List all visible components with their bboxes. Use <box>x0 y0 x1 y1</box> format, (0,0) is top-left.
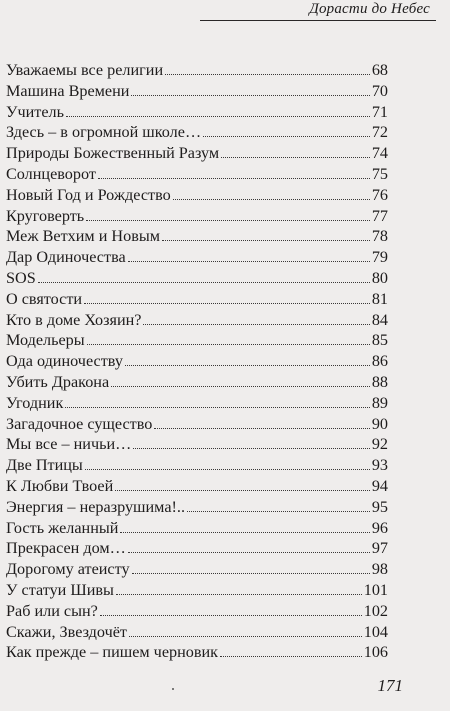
dot-leader <box>133 448 369 449</box>
dot-leader <box>162 240 370 241</box>
toc-entry-page: 95 <box>371 497 388 516</box>
toc-entry-page: 80 <box>371 268 388 287</box>
toc-entry-page: 68 <box>371 61 388 79</box>
toc-entry-title: Прекрасен дом… <box>6 539 126 558</box>
dot-leader <box>84 303 370 304</box>
toc-entry-page: 88 <box>371 372 388 391</box>
toc-entry-title: У статуи Шивы <box>6 580 114 599</box>
toc-entry-title: Раб или сын? <box>6 601 98 620</box>
toc-entry-title: Дар Одиночества <box>6 248 126 267</box>
toc-entry <box>6 580 388 601</box>
toc-entry-page: 94 <box>371 476 388 495</box>
toc-entry <box>6 164 388 185</box>
dot-leader <box>38 282 370 283</box>
toc-entry <box>6 122 388 143</box>
toc-entry-title: Мы все – ничьи… <box>6 435 132 454</box>
dot-leader <box>128 552 370 553</box>
toc-entry <box>6 268 388 289</box>
toc-entry <box>6 226 388 247</box>
toc-entry <box>6 185 388 206</box>
toc-entry-page: 98 <box>371 560 388 579</box>
toc-entry <box>6 559 388 580</box>
toc-entry-title: О святости <box>6 289 83 308</box>
toc-entry-page: 92 <box>371 435 388 454</box>
toc-entry <box>6 622 388 643</box>
toc-entry-page: 70 <box>371 81 388 100</box>
toc-entry-title: Энергия – неразрушима!.. <box>6 497 185 516</box>
toc-entry-title: Новый Год и Рождество <box>6 185 171 204</box>
dot-leader <box>120 532 369 533</box>
toc-entry <box>6 434 388 455</box>
print-speck <box>172 688 174 690</box>
toc-entry <box>6 206 388 227</box>
dot-leader <box>173 199 370 200</box>
dot-leader <box>132 573 370 574</box>
toc-entry-title: Загадочное существо <box>6 414 153 433</box>
dot-leader <box>111 386 370 387</box>
toc-entry-title: Машина Времени <box>6 81 130 100</box>
toc-entry-page: 76 <box>371 185 388 204</box>
dot-leader <box>125 365 370 366</box>
toc-entry <box>6 414 388 435</box>
toc-entry <box>6 310 388 331</box>
dot-leader <box>221 157 370 158</box>
toc-entry-page: 104 <box>363 622 388 641</box>
toc-entry-title: Две Птицы <box>6 456 83 475</box>
toc-entry <box>6 102 388 123</box>
dot-leader <box>143 324 369 325</box>
toc-entry-page: 77 <box>371 206 388 225</box>
toc-entry-page: 93 <box>371 456 388 475</box>
toc-entry-title: Как прежде – пишем черновик <box>6 643 219 662</box>
toc-entry-title: Гость желанный <box>6 518 119 537</box>
toc-entry <box>6 393 388 414</box>
toc-entry-page: 72 <box>371 123 388 142</box>
dot-leader <box>115 490 370 491</box>
toc-entry-page: 79 <box>371 248 388 267</box>
toc-entry <box>6 81 388 102</box>
table-of-contents <box>6 60 388 663</box>
toc-entry <box>6 247 388 268</box>
toc-entry-page: 84 <box>371 310 388 329</box>
page-number: 171 <box>377 676 403 695</box>
dot-leader <box>128 261 370 262</box>
dot-leader <box>131 95 369 96</box>
toc-entry <box>6 143 388 164</box>
dot-leader <box>165 74 370 75</box>
dot-leader <box>86 220 370 221</box>
dot-leader <box>100 615 362 616</box>
toc-entry-title: Скажи, Звездочёт <box>6 622 127 641</box>
toc-entry-page: 97 <box>371 539 388 558</box>
toc-entry-title: Природы Божественный Разум <box>6 144 220 163</box>
toc-entry-title: SOS <box>6 268 36 287</box>
toc-entry-page: 71 <box>371 102 388 121</box>
running-header <box>200 0 436 21</box>
toc-entry-title: Модельеры <box>6 331 85 350</box>
toc-entry-title: Дорогому атеисту <box>6 560 130 579</box>
toc-entry-title: Меж Ветхим и Новым <box>6 227 160 246</box>
toc-entry <box>6 351 388 372</box>
dot-leader <box>66 116 370 117</box>
toc-entry-page: 102 <box>363 601 388 620</box>
dot-leader <box>129 636 362 637</box>
dot-leader <box>154 428 369 429</box>
toc-entry <box>6 289 388 310</box>
toc-entry-title: Здесь – в огромной школе… <box>6 123 202 142</box>
toc-entry <box>6 601 388 622</box>
toc-entry-title: Уважаемы все религии <box>6 61 164 79</box>
toc-entry-title: Круговерть <box>6 206 85 225</box>
toc-entry-title: Солнцеворот <box>6 164 96 183</box>
toc-entry-title: Убить Дракона <box>6 372 110 391</box>
toc-entry-title: Учитель <box>6 102 64 121</box>
dot-leader <box>85 469 370 470</box>
dot-leader <box>87 344 370 345</box>
toc-entry-page: 101 <box>363 580 388 599</box>
dot-leader <box>187 511 370 512</box>
toc-entry <box>6 538 388 559</box>
toc-entry-page: 85 <box>371 331 388 350</box>
dot-leader <box>65 407 369 408</box>
toc-entry <box>6 455 388 476</box>
dot-leader <box>203 136 370 137</box>
toc-entry-page: 89 <box>371 393 388 412</box>
toc-entry-page: 106 <box>363 643 388 662</box>
toc-entry <box>6 330 388 351</box>
toc-entry-page: 86 <box>371 352 388 371</box>
dot-leader <box>220 656 362 657</box>
toc-entry-page: 81 <box>371 289 388 308</box>
toc-entry-title: К Любви Твоей <box>6 476 114 495</box>
toc-entry-title: Кто в доме Хозяин? <box>6 310 142 329</box>
toc-entry <box>6 60 388 81</box>
toc-entry <box>6 372 388 393</box>
toc-entry-page: 75 <box>371 164 388 183</box>
toc-entry <box>6 497 388 518</box>
running-title: Дорасти до Небес <box>309 1 430 17</box>
toc-entry-title: Ода одиночеству <box>6 352 123 371</box>
toc-entry-page: 90 <box>371 414 388 433</box>
toc-entry-title: Угодник <box>6 393 64 412</box>
toc-entry <box>6 518 388 539</box>
toc-entry <box>6 476 388 497</box>
toc-entry-page: 96 <box>371 518 388 537</box>
toc-entry-page: 78 <box>371 227 388 246</box>
dot-leader <box>98 178 370 179</box>
toc-entry-page: 74 <box>371 144 388 163</box>
dot-leader <box>116 594 362 595</box>
toc-entry <box>6 642 388 663</box>
